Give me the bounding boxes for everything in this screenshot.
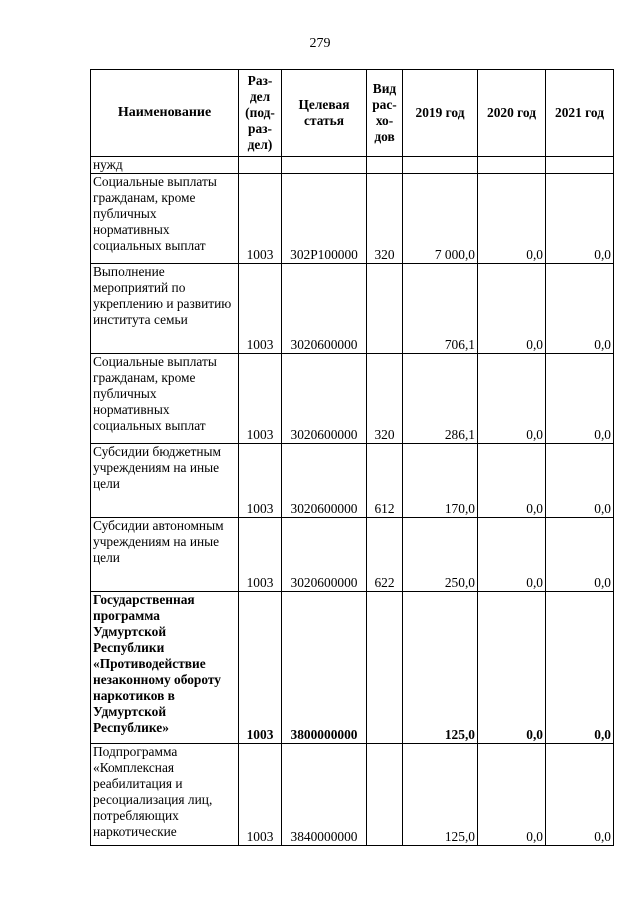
cell-2019: 250,0 [403, 518, 478, 592]
table-row [91, 744, 614, 846]
table-row [91, 518, 614, 592]
table-row [91, 444, 614, 518]
cell-2021: 0,0 [546, 174, 614, 264]
cell-2020: 0,0 [478, 174, 546, 264]
cell-2020: 0,0 [478, 744, 546, 846]
cell-2021: 0,0 [546, 264, 614, 354]
cell-2019: 7 000,0 [403, 174, 478, 264]
cell-target-article: 3840000000 [282, 744, 367, 846]
cell-2020: 0,0 [478, 518, 546, 592]
cell-target-article: 3020600000 [282, 444, 367, 518]
header-name: Наименование [91, 70, 239, 157]
header-2019: 2019 год [403, 70, 478, 157]
header-expense-type: Вид рас- хо- дов [367, 70, 403, 157]
cell-name: Социальные выплаты гражданам, кроме публичных нормативных социальных выплат [91, 354, 239, 444]
cell-2021: 0,0 [546, 592, 614, 744]
cell-2020 [478, 157, 546, 174]
header-2020: 2020 год [478, 70, 546, 157]
cell-name: Социальные выплаты гражданам, кроме публичных нормативных социальных выплат [91, 174, 239, 264]
cell-expense-type: 320 [367, 354, 403, 444]
page-number: 279 [309, 36, 331, 51]
cell-2021: 0,0 [546, 354, 614, 444]
cell-name: Подпрограмма «Комплексная реабилитация и ресоциализация лиц, потребляющих наркотические [91, 744, 239, 846]
cell-razdel: 1003 [239, 174, 282, 264]
cell-expense-type [367, 157, 403, 174]
cell-name: Выполнение мероприятий по укреплению и развитию института семьи [91, 264, 239, 354]
cell-2020: 0,0 [478, 592, 546, 744]
budget-table [90, 69, 614, 846]
cell-2021: 0,0 [546, 518, 614, 592]
cell-razdel: 1003 [239, 592, 282, 744]
cell-2020: 0,0 [478, 264, 546, 354]
table-header-row [91, 70, 614, 157]
table-row [91, 264, 614, 354]
header-2021: 2021 год [546, 70, 614, 157]
table-row [91, 157, 614, 174]
cell-expense-type [367, 592, 403, 744]
header-razdel: Раз- дел (под- раз- дел) [239, 70, 282, 157]
table-body [91, 157, 614, 846]
cell-razdel [239, 157, 282, 174]
cell-razdel: 1003 [239, 744, 282, 846]
cell-expense-type: 622 [367, 518, 403, 592]
cell-2020: 0,0 [478, 444, 546, 518]
header-target-article: Целевая статья [282, 70, 367, 157]
cell-target-article: 3020600000 [282, 518, 367, 592]
cell-razdel: 1003 [239, 354, 282, 444]
table-row [91, 174, 614, 264]
cell-target-article: 3020600000 [282, 264, 367, 354]
cell-name: Государственная программа Удмуртской Республики «Противодействие незаконному обороту наркотиков в Удмуртской Республике» [91, 592, 239, 744]
cell-2019: 706,1 [403, 264, 478, 354]
cell-razdel: 1003 [239, 444, 282, 518]
cell-expense-type [367, 744, 403, 846]
cell-2019: 125,0 [403, 744, 478, 846]
cell-name: Субсидии автономным учреждениям на иные цели [91, 518, 239, 592]
table-row [91, 354, 614, 444]
cell-target-article: 302P100000 [282, 174, 367, 264]
cell-2020: 0,0 [478, 354, 546, 444]
cell-2021 [546, 157, 614, 174]
cell-2021: 0,0 [546, 444, 614, 518]
cell-2019 [403, 157, 478, 174]
cell-2019: 286,1 [403, 354, 478, 444]
cell-name: нужд [91, 157, 239, 174]
cell-expense-type: 320 [367, 174, 403, 264]
cell-expense-type: 612 [367, 444, 403, 518]
cell-razdel: 1003 [239, 518, 282, 592]
cell-razdel: 1003 [239, 264, 282, 354]
cell-target-article [282, 157, 367, 174]
cell-target-article: 3800000000 [282, 592, 367, 744]
cell-2019: 125,0 [403, 592, 478, 744]
cell-2019: 170,0 [403, 444, 478, 518]
cell-expense-type [367, 264, 403, 354]
cell-name: Субсидии бюджетным учреждениям на иные цели [91, 444, 239, 518]
table-row [91, 592, 614, 744]
cell-target-article: 3020600000 [282, 354, 367, 444]
cell-2021: 0,0 [546, 744, 614, 846]
